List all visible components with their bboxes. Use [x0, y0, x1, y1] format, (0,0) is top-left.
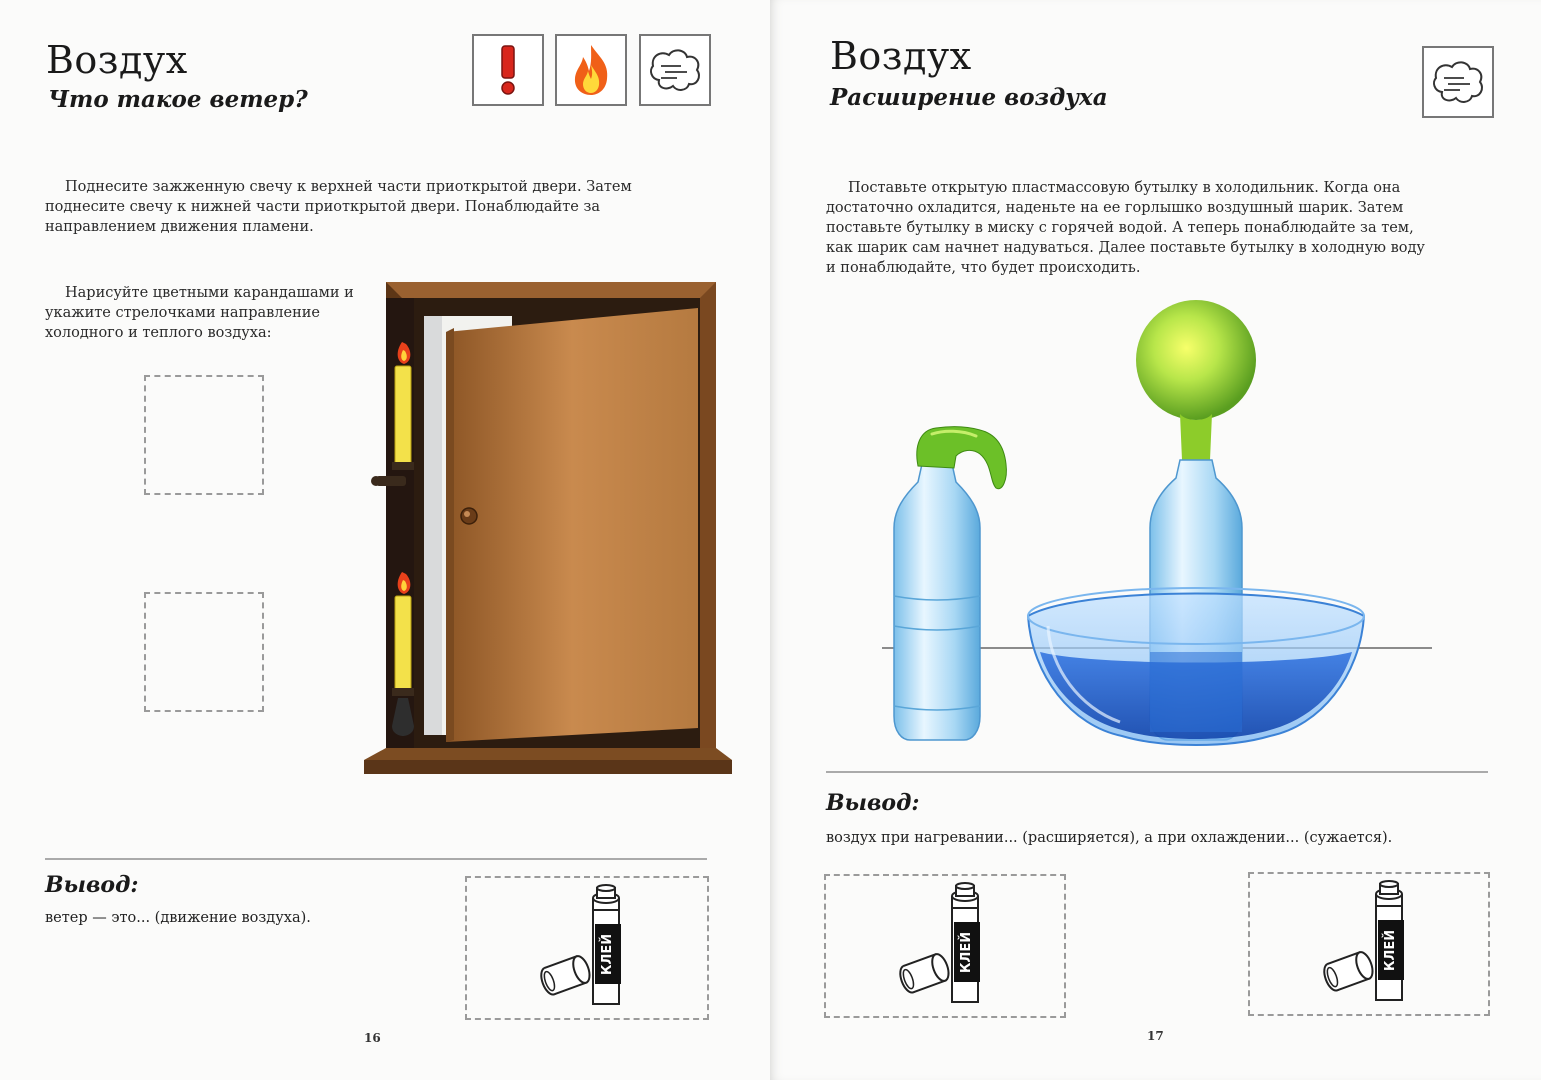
- glue-stick-icon: [527, 884, 657, 1012]
- conclusion-text: воздух при нагревании... (расширяется), а при охлаждении... (сужается).: [826, 830, 1393, 846]
- instruction-text: Поставьте открытую пластмассовую бутылку в холодильник. Когда она достаточно охладится, наденьте на ее горлышко воздушный шарик. Затем поставьте бутылку в миску с горячей водой. А теперь понаблюдайте за тем, как шарик сам начнет надуваться. Далее поставьте бутылку в холодную воду и понаблюдайте, что будет происходить.: [826, 180, 1425, 276]
- glue-label-plate: [1378, 920, 1404, 980]
- page-title: Воздух: [830, 34, 972, 78]
- fire-icon: [555, 34, 627, 106]
- glue-stick-icon: [886, 882, 1016, 1010]
- glue-box[interactable]: [465, 876, 709, 1020]
- right-page: [770, 0, 1541, 1080]
- exclamation-icon: [472, 34, 544, 106]
- page-subtitle: Расширение воздуха: [830, 84, 1108, 111]
- drawing-task-text: Нарисуйте цветными карандашами и укажите стрелочками направление холодного и теплого воздуха:: [45, 285, 354, 341]
- page-subtitle: Что такое ветер?: [48, 86, 308, 113]
- door-illustration: [362, 280, 734, 776]
- glue-stick-icon: [1310, 880, 1440, 1008]
- instruction-text: Поднесите зажженную свечу к верхней части приоткрытой двери. Затем поднесите свечу к нижней части приоткрытой двери. Понаблюдайте за направлением движения пламени.: [45, 179, 632, 235]
- conclusion-heading: Вывод:: [45, 872, 139, 898]
- divider-line: [826, 771, 1488, 773]
- conclusion-heading: Вывод:: [826, 790, 920, 816]
- glue-box-1[interactable]: [824, 874, 1066, 1018]
- wind-icon: [1422, 46, 1494, 118]
- candle-bottom: [392, 572, 414, 736]
- bottles-illustration: [880, 296, 1436, 752]
- glue-label-plate: [954, 922, 980, 982]
- page-number: 16: [364, 1031, 381, 1045]
- page-title: Воздух: [46, 38, 188, 82]
- glue-label: КЛЕЙ: [959, 931, 975, 973]
- glue-box-2[interactable]: [1248, 872, 1490, 1016]
- divider-line: [45, 858, 707, 860]
- drawing-box-top[interactable]: [144, 375, 264, 495]
- glue-label: КЛЕЙ: [600, 933, 616, 975]
- glue-label-plate: [595, 924, 621, 984]
- conclusion-text: ветер — это... (движение воздуха).: [45, 910, 311, 926]
- bottle-hot: [1028, 300, 1364, 745]
- glue-label: КЛЕЙ: [1383, 929, 1399, 971]
- drawing-box-bottom[interactable]: [144, 592, 264, 712]
- bottle-cold: [894, 427, 1006, 740]
- page-number: 17: [1147, 1029, 1164, 1043]
- wind-icon: [639, 34, 711, 106]
- left-page: [0, 0, 770, 1080]
